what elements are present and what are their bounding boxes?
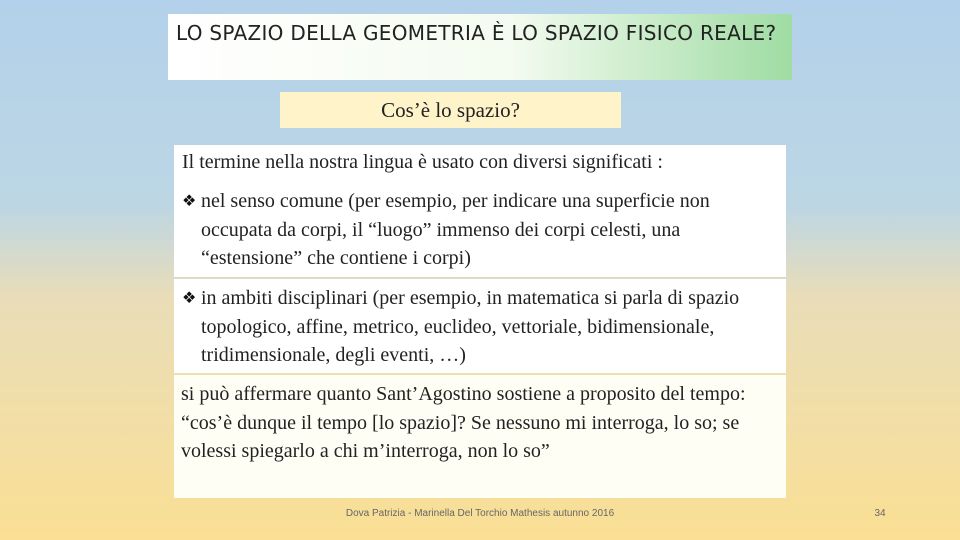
slide-title: LO SPAZIO DELLA GEOMETRIA È LO SPAZIO FISICO REALE? xyxy=(168,14,792,80)
bullet-text: in ambiti disciplinari (per esempio, in matematica si parla di spazio topologico, affine, metrico, euclideo, vettoriale, bidimensionale, tridimensionale, degli eventi, …) xyxy=(201,287,740,366)
bullet-text: nel senso comune (per esempio, per indicare una superficie non occupata da corpi, il “luogo” immenso dei corpi celesti, una “estensione” che contiene i corpi) xyxy=(201,190,710,269)
slide-subtitle: Cos’è lo spazio? xyxy=(280,92,621,128)
bullet-item-disciplinary xyxy=(174,279,786,373)
footer-text: Dova Patrizia - Marinella Del Torchio Mathesis autunno 2016 xyxy=(345,508,615,519)
diamond-bullet-icon: ❖ xyxy=(182,191,197,210)
bullet-item-common-sense xyxy=(174,183,786,277)
intro-text: Il termine nella nostra lingua è usato con diversi significati : xyxy=(174,145,786,183)
diamond-bullet-icon: ❖ xyxy=(182,288,197,307)
augustine-quote: si può affermare quanto Sant’Agostino sostiene a proposito del tempo: “cos’è dunque il tempo [lo spazio]? Se nessuno mi interroga, lo so; se volessi spiegarlo a chi m’interroga, non lo so” xyxy=(174,375,786,498)
page-number: 34 xyxy=(874,508,886,519)
